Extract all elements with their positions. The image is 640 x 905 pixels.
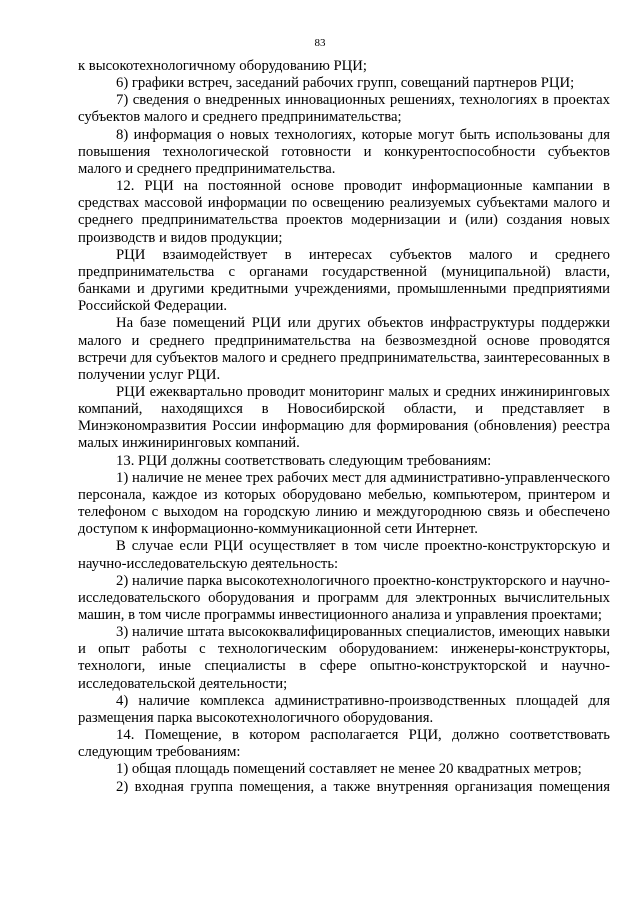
list-item: 4) наличие комплекса административно-производственных площадей для размещения парка высокотехнологичного оборудования. bbox=[78, 692, 610, 726]
paragraph: 12. РЦИ на постоянной основе проводит информационные кампании в средствах массовой информации по освещению реализуемых субъектами малого и среднего предпринимательства проектов модернизации и (или) создания новых производств и видов продукции; bbox=[78, 178, 610, 246]
paragraph: В случае если РЦИ осуществляет в том числе проектно-конструкторскую и научно-исследовательскую деятельность: bbox=[78, 538, 610, 572]
paragraph: к высокотехнологичному оборудованию РЦИ; bbox=[78, 58, 367, 74]
page-number: 83 bbox=[314, 37, 326, 49]
paragraph: 7) сведения о внедренных инновационных решениях, технологиях в проектах субъектов малого и среднего предпринимательства; bbox=[78, 92, 610, 126]
paragraph: На базе помещений РЦИ или других объектов инфраструктуры поддержки малого и среднего предпринимательства на безвозмездной основе проводятся встречи для субъектов малого и среднего предпринимательства, заинтересованных в получении услуг РЦИ. bbox=[78, 315, 610, 383]
paragraph: 6) графики встреч, заседаний рабочих групп, совещаний партнеров РЦИ; bbox=[116, 75, 575, 92]
paragraph: РЦИ взаимодействует в интересах субъектов малого и среднего предпринимательства с органами государственной (муниципальной) власти, банками и другими кредитными учреждениями, промышленными предприятиями Российской Федерации. bbox=[78, 246, 610, 315]
list-item: 3) наличие штата высококвалифицированных специалистов, имеющих навыки и опыт работы с технологическим оборудованием: инженеры-конструкторы, технологи, иные специалисты в сфере опытно-конструкторской и научно-исследовательской деятельности; bbox=[78, 624, 610, 692]
list-item: 1) общая площадь помещений составляет не менее 20 квадратных метров; bbox=[116, 761, 582, 778]
paragraph: 8) информация о новых технологиях, которые могут быть использованы для повышения технологической готовности и конкурентоспособности субъектов малого и среднего предпринимательства. bbox=[78, 126, 610, 177]
document-body bbox=[78, 58, 610, 796]
list-item: 2) наличие парка высокотехнологичного проектно-конструкторского и научно-исследовательского оборудования и программ для электронных вычислительных машин, в том числе программы инвестиционного анализа и управления проектами; bbox=[78, 572, 610, 623]
paragraph: РЦИ ежеквартально проводит мониторинг малых и средних инжиниринговых компаний, находящихся в Новосибирской области, и представляет в Минэкономразвития России информацию для формирования (обновления) реестра малых инжиниринговых компаний. bbox=[78, 383, 610, 452]
list-item: 2) входная группа помещения, а также внутренняя организация помещения bbox=[116, 778, 610, 795]
section-heading: 14. Помещение, в котором располагается РЦИ, должно соответствовать следующим требованиям: bbox=[78, 727, 610, 761]
list-item: 1) наличие не менее трех рабочих мест для административно-управленческого персонала, каждое из которых оборудовано мебелью, компьютером, принтером и телефоном с выходом на городскую линию и междугороднюю связь и обеспечено доступом к информационно-коммуникационной сети Интернет. bbox=[78, 469, 610, 538]
section-heading: 13. РЦИ должны соответствовать следующим требованиям: bbox=[116, 452, 492, 469]
